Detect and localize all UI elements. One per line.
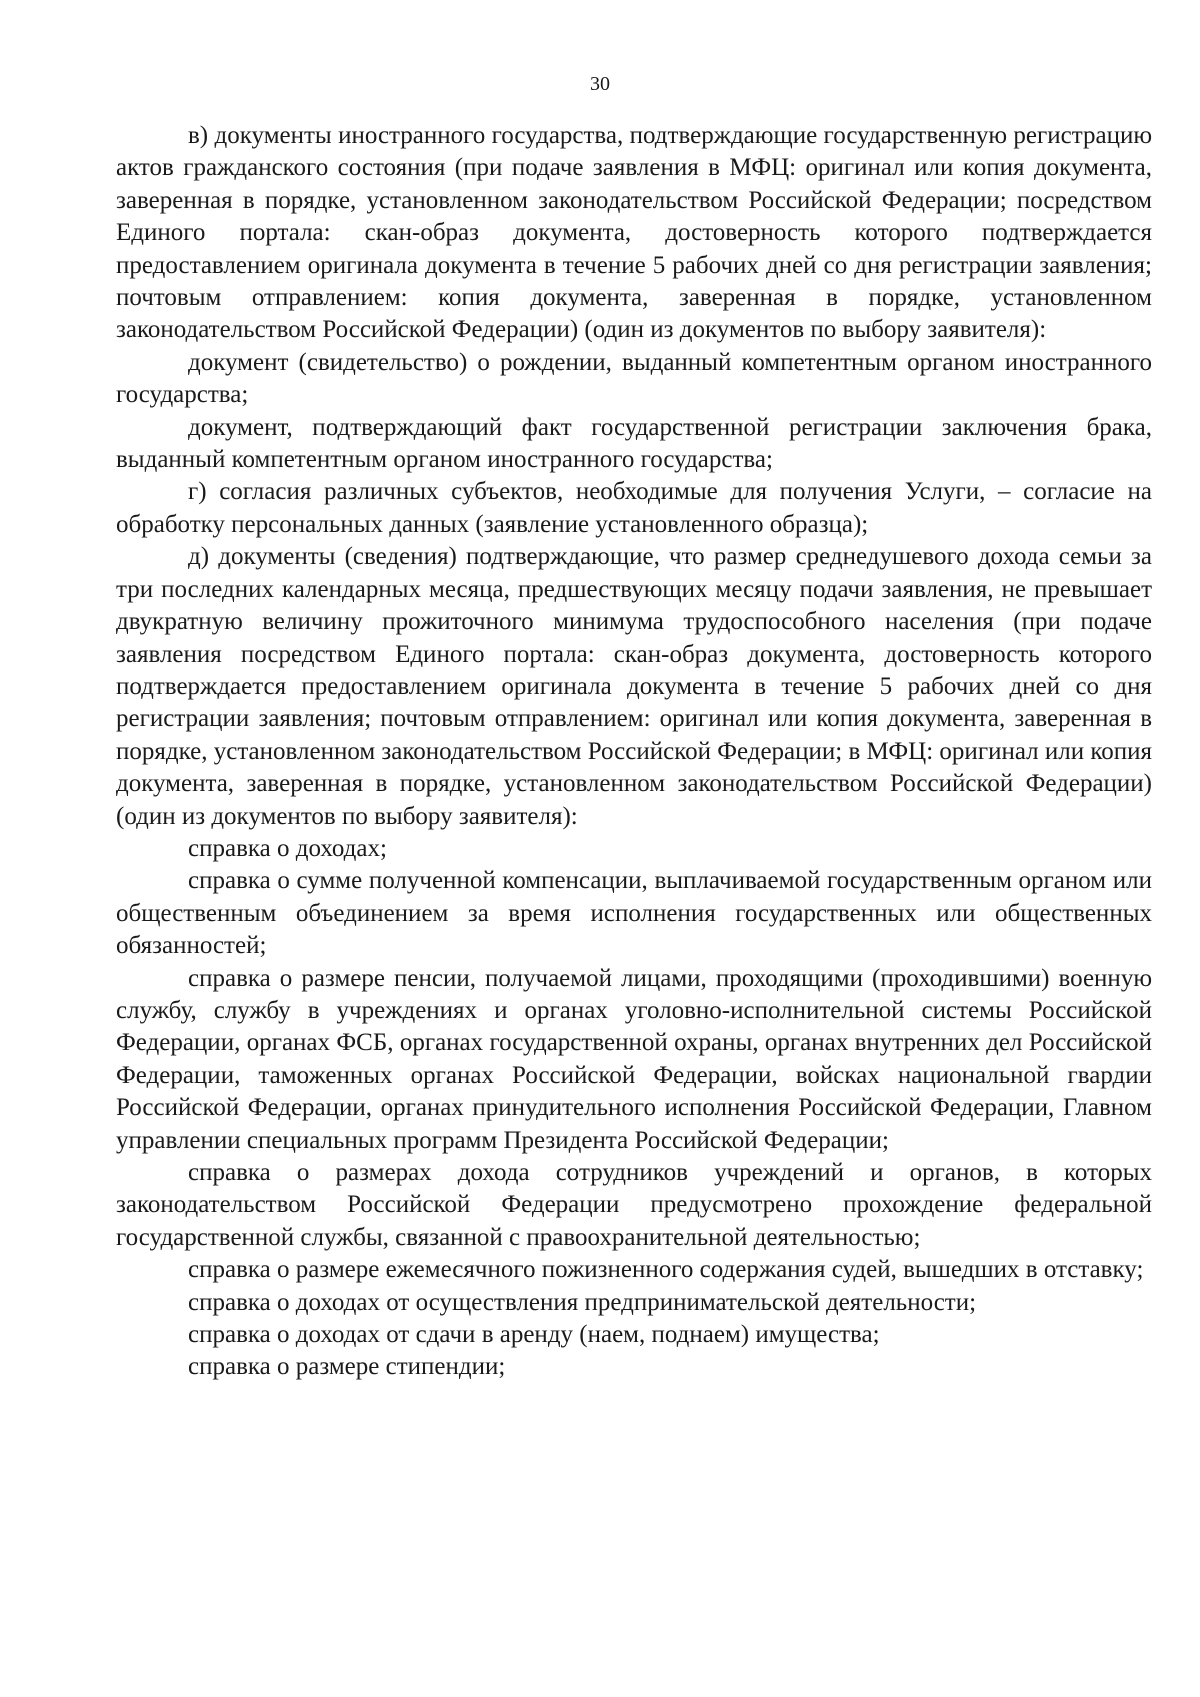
- paragraph-income-certificate: справка о доходах;: [188, 834, 387, 862]
- page-number: 30: [590, 73, 610, 95]
- paragraph-item-v: в) документы иностранного государства, подтверждающие государственную регистрацию актов гражданского состояния (при подаче заявления в МФЦ: оригинал или копия документа, заверенная в порядке, установленном законодательством Российской Федерации; посредством Единого портала: скан-образ документа, достоверность которого подтверждается предоставлением оригинала документа в течение 5 рабочих дней со дня регистрации заявления; почтовым отправлением: копия документа, заверенная в порядке, установленном законодательством Российской Федерации) (один из документов по выбору заявителя):: [116, 122, 1152, 344]
- document-body: [116, 120, 1152, 1384]
- paragraph-judges-maintenance-certificate: справка о размере ежемесячного пожизненного содержания судей, вышедших в отставку;: [188, 1256, 1144, 1284]
- paragraph-scholarship-certificate: справка о размере стипендии;: [188, 1353, 506, 1381]
- paragraph-employee-income-certificate: справка о размерах дохода сотрудников учреждений и органов, в которых законодательством Российской Федерации предусмотрено прохождение федеральной государственной службы, связанной с правоохранительной деятельностью;: [116, 1159, 1152, 1251]
- paragraph-item-g: г) согласия различных субъектов, необходимые для получения Услуги, – согласие на обработку персональных данных (заявление установленного образца);: [116, 478, 1152, 538]
- paragraph-rental-income-certificate: справка о доходах от сдачи в аренду (наем, поднаем) имущества;: [188, 1321, 880, 1349]
- paragraph-pension-certificate: справка о размере пенсии, получаемой лицами, проходящими (проходившими) военную службу, службу в учреждениях и органах уголовно-исполнительной системы Российской Федерации, органах ФСБ, органах государственной охраны, органах внутренних дел Российской Федерации, таможенных органах Российской Федерации, войсках национальной гвардии Российской Федерации, органах принудительного исполнения Российской Федерации, Главном управлении специальных программ Президента Российской Федерации;: [116, 964, 1152, 1154]
- paragraph-marriage-document: документ, подтверждающий факт государственной регистрации заключения брака, выданный компетентным органом иностранного государства;: [116, 413, 1152, 474]
- paragraph-item-d: д) документы (сведения) подтверждающие, что размер среднедушевого дохода семьи за три последних календарных месяца, предшествующих месяцу подачи заявления, не превышает двукратную величину прожиточного минимума трудоспособного населения (при подаче заявления посредством Единого портала: скан-образ документа, достоверность которого подтверждается предоставлением оригинала документа в течение 5 рабочих дней со дня регистрации заявления; почтовым отправлением: оригинал или копия документа, заверенная в порядке, установленном законодательством Российской Федерации; в МФЦ: оригинал или копия документа, заверенная в порядке, установленном законодательством Российской Федерации) (один из документов по выбору заявителя):: [116, 543, 1152, 830]
- paragraph-birth-certificate: документ (свидетельство) о рождении, выданный компетентным органом иностранного государства;: [116, 348, 1152, 409]
- paragraph-compensation-certificate: справка о сумме полученной компенсации, выплачиваемой государственным органом или общественным объединением за время исполнения государственных или общественных обязанностей;: [116, 867, 1152, 960]
- paragraph-business-income-certificate: справка о доходах от осуществления предпринимательской деятельности;: [188, 1288, 977, 1316]
